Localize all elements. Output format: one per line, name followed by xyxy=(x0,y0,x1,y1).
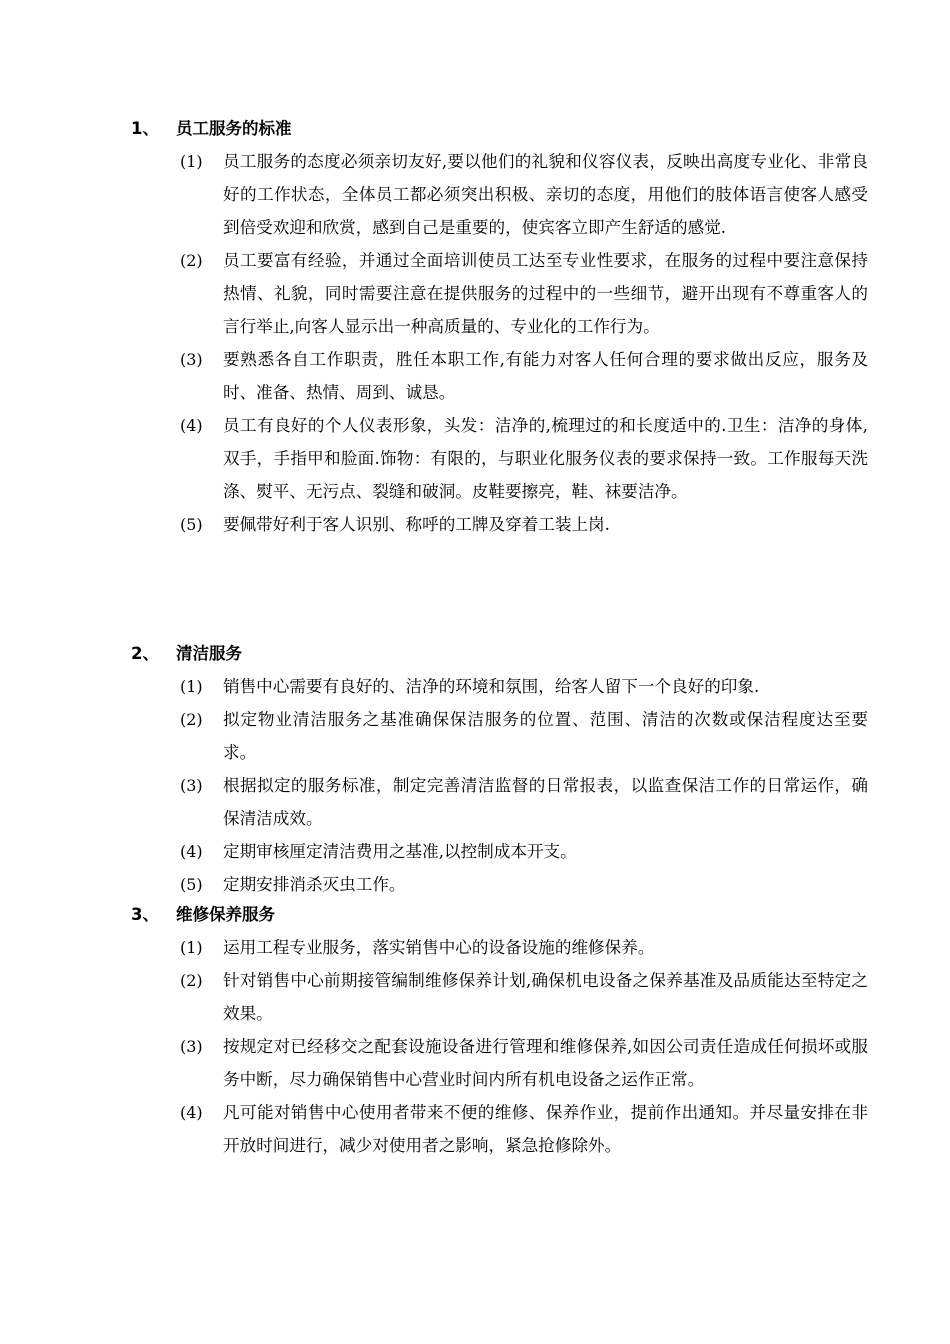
section-heading xyxy=(0,112,950,145)
item-number: (2) xyxy=(180,710,203,729)
list-item xyxy=(0,670,950,703)
item-text: 针对销售中心前期接管编制维修保养计划,确保机电设备之保养基准及品质能达至特定之效果。 xyxy=(223,971,868,1023)
section-cleaning-service xyxy=(0,637,950,901)
section-title: 员工服务的标准 xyxy=(176,119,292,138)
item-text: 员工服务的态度必须亲切友好,要以他们的礼貌和仪容仪表，反映出高度专业化、非常良好的工作状态，全体员工都必须突出积极、亲切的态度，用他们的肢体语言使客人感受到倍受欢迎和欣赏，感到自己是重要的，使宾客立即产生舒适的感觉. xyxy=(223,152,868,237)
item-text: 销售中心需要有良好的、洁净的环境和氛围，给客人留下一个良好的印象. xyxy=(223,677,760,696)
item-number: (4) xyxy=(180,1103,203,1122)
list-item xyxy=(0,964,950,1030)
list-item xyxy=(0,1096,950,1162)
list-item xyxy=(0,145,950,244)
section-staff-service xyxy=(0,112,950,541)
item-text: 凡可能对销售中心使用者带来不便的维修、保养作业，提前作出通知。并尽量安排在非开放时间进行，减少对使用者之影响，紧急抢修除外。 xyxy=(223,1103,868,1155)
item-number: (1) xyxy=(180,677,203,696)
item-text: 定期安排消杀灭虫工作。 xyxy=(223,875,406,894)
item-number: (3) xyxy=(180,350,203,369)
list-item xyxy=(0,343,950,409)
item-number: (1) xyxy=(180,938,203,957)
list-item xyxy=(0,769,950,835)
item-number: (1) xyxy=(180,152,203,171)
item-text: 按规定对已经移交之配套设施设备进行管理和维修保养,如因公司责任造成任何损坏或服务中断，尽力确保销售中心营业时间内所有机电设备之运作正常。 xyxy=(223,1037,868,1089)
section-heading xyxy=(0,898,950,931)
item-number: (5) xyxy=(180,515,203,534)
section-heading xyxy=(0,637,950,670)
item-number: (4) xyxy=(180,842,203,861)
item-number: (3) xyxy=(180,776,203,795)
list-item xyxy=(0,508,950,541)
item-number: (4) xyxy=(180,416,203,435)
list-item xyxy=(0,931,950,964)
list-item xyxy=(0,835,950,868)
item-text: 拟定物业清洁服务之基准确保保洁服务的位置、范围、清洁的次数或保洁程度达至要求。 xyxy=(223,710,868,762)
section-number: 2、 xyxy=(131,644,159,663)
item-number: (2) xyxy=(180,251,203,270)
item-text: 员工要富有经验，并通过全面培训使员工达至专业性要求，在服务的过程中要注意保持热情、礼貌，同时需要注意在提供服务的过程中的一些细节，避开出现有不尊重客人的言行举止,向客人显示出一种高质量的、专业化的工作行为。 xyxy=(223,251,868,336)
item-text: 根据拟定的服务标准，制定完善清洁监督的日常报表，以监查保洁工作的日常运作，确保清洁成效。 xyxy=(223,776,868,828)
item-number: (5) xyxy=(180,875,203,894)
section-title: 维修保养服务 xyxy=(176,905,275,924)
item-text: 要佩带好利于客人识别、称呼的工牌及穿着工装上岗. xyxy=(223,515,610,534)
list-item xyxy=(0,703,950,769)
item-text: 定期审核厘定清洁费用之基准,以控制成本开支。 xyxy=(223,842,577,861)
item-number: (3) xyxy=(180,1037,203,1056)
item-number: (2) xyxy=(180,971,203,990)
list-item xyxy=(0,244,950,343)
item-text: 要熟悉各自工作职责，胜任本职工作,有能力对客人任何合理的要求做出反应，服务及时、准备、热情、周到、诚恳。 xyxy=(223,350,868,402)
section-number: 1、 xyxy=(131,119,159,138)
list-item xyxy=(0,1030,950,1096)
section-number: 3、 xyxy=(131,905,159,924)
list-item xyxy=(0,868,950,901)
item-text: 员工有良好的个人仪表形象，头发：洁净的,梳理过的和长度适中的.卫生：洁净的身体,双手，手指甲和脸面.饰物：有限的，与职业化服务仪表的要求保持一致。工作服每天洗涤、熨平、无污点、裂缝和破洞。皮鞋要擦亮，鞋、袜要洁净。 xyxy=(223,416,868,501)
item-text: 运用工程专业服务，落实销售中心的设备设施的维修保养。 xyxy=(223,938,655,957)
list-item xyxy=(0,409,950,508)
section-title: 清洁服务 xyxy=(176,644,242,663)
section-maintenance-service xyxy=(0,898,950,1162)
